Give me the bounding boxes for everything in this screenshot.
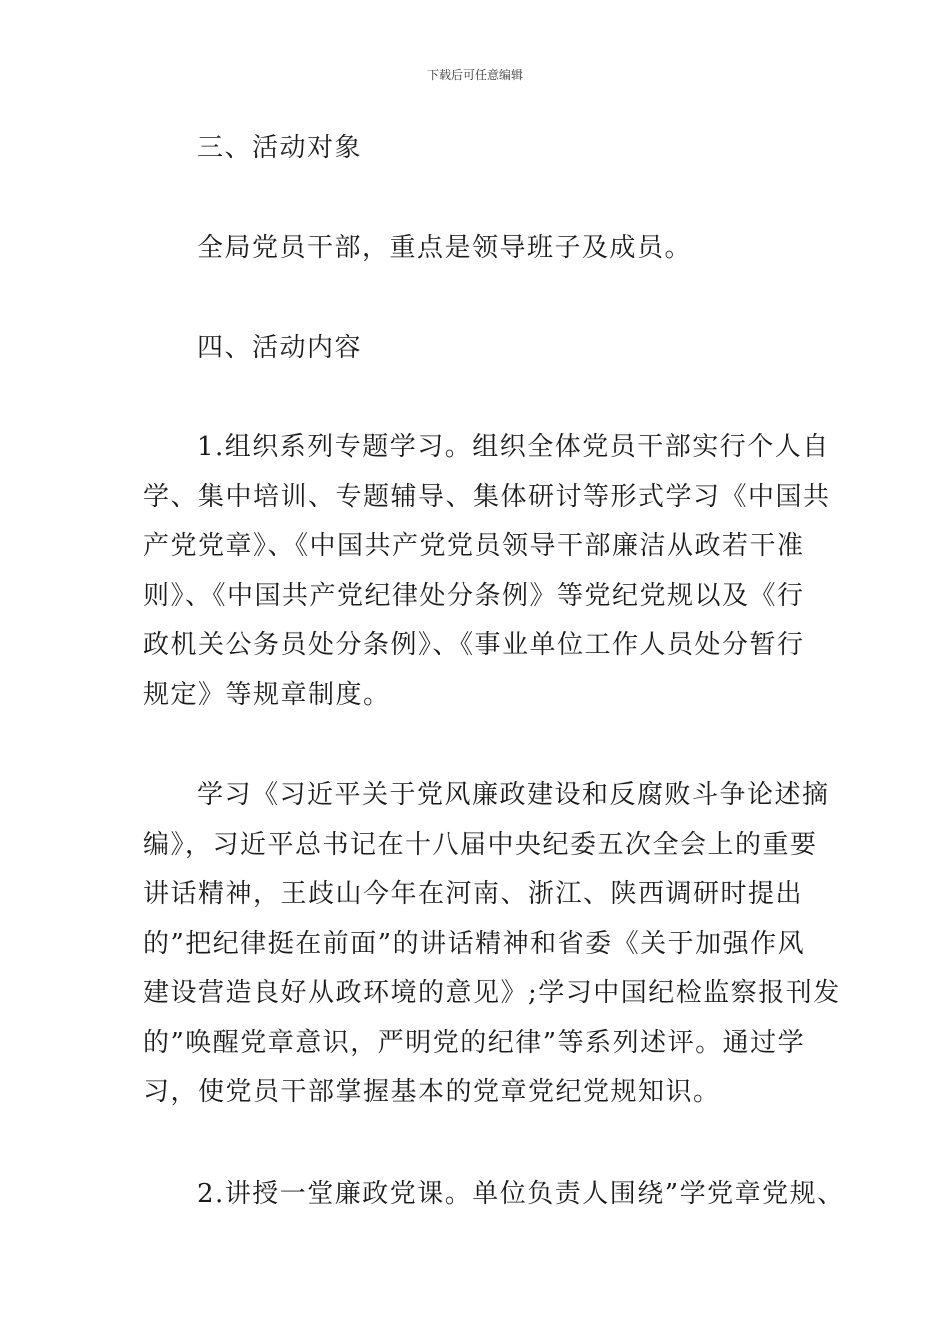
- paragraph-line: 产党党章》、《中国共产党党员领导干部廉洁从政若干准: [143, 531, 805, 561]
- section-heading-4: [143, 324, 823, 374]
- paragraph-line: 的”把纪律挺在前面”的讲话精神和省委《关于加强作风: [143, 928, 806, 959]
- paragraph-line: 学习《习近平关于党风廉政建设和反腐败斗争论述摘: [197, 780, 830, 810]
- paragraph-study: [143, 771, 841, 1118]
- heading-text: 四、活动内容: [197, 333, 363, 363]
- paragraph-line: 建设营造良好从政环境的意见》;学习中国纪检监察报刊发: [143, 978, 841, 1008]
- paragraph-item-1: [143, 423, 831, 720]
- paragraph-item-2: [143, 1170, 845, 1220]
- page-header: 下载后可任意编辑: [426, 68, 523, 82]
- paragraph-line: 2.讲授一堂廉政党课。单位负责人围绕”学党章党规、: [197, 1179, 845, 1209]
- paragraph-line: 则》、《中国共产党纪律处分条例》等党纪党规以及《行: [143, 580, 805, 611]
- paragraph-line: 全局党员干部，重点是领导班子及成员。: [197, 233, 693, 263]
- paragraph-line: 1.组织系列专题学习。组织全体党员干部实行个人自: [197, 432, 830, 462]
- paragraph-target: [143, 224, 823, 274]
- paragraph-line: 学、集中培训、专题辅导、集体研讨等形式学习《中国共: [143, 481, 831, 512]
- paragraph-line: 编》，习近平总书记在十八届中央纪委五次全会上的重要: [143, 829, 818, 860]
- paragraph-line: 习，使党员干部掌握基本的党章党纪党规知识。: [143, 1077, 721, 1107]
- paragraph-line: 规定》等规章制度。: [143, 679, 391, 710]
- heading-text: 三、活动对象: [197, 133, 363, 163]
- paragraph-line: 的”唤醒党章意识，严明党的纪律”等系列述评。通过学: [143, 1027, 806, 1058]
- paragraph-line: 政机关公务员处分条例》、《事业单位工作人员处分暂行: [143, 630, 805, 660]
- paragraph-line: 讲话精神，王歧山今年在河南、浙江、陕西调研时提出: [143, 879, 804, 909]
- section-heading-3: [143, 124, 823, 174]
